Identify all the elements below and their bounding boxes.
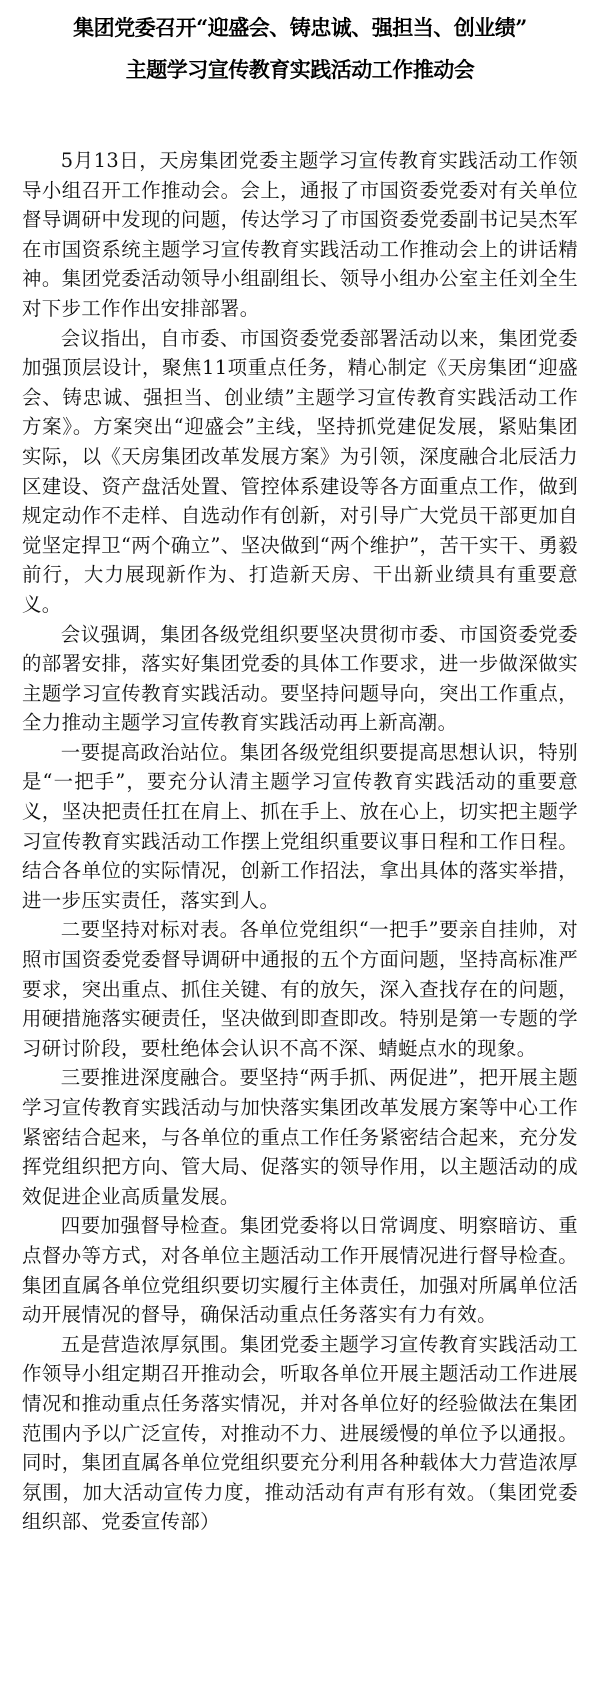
paragraph-supervision: 四要加强督导检查。集团党委将以日常调度、明察暗访、重点督办等方式，对各单位主题活动工作开展情况进行督导检查。集团直属各单位党组织要切实履行主体责任，加强对所属单位活动开展情况的督导，确保活动重点任务落实有力有效。: [22, 1214, 578, 1327]
paragraph-meeting-intro: 5月13日，天房集团党委主题学习宣传教育实践活动工作领导小组召开工作推动会。会上，通报了市国资委党委对有关单位督导调研中发现的问题，传达学习了市国资委党委副书记吴杰军在市国资系统主题学习宣传教育实践活动工作推动会上的讲话精神。集团党委活动领导小组副组长、领导小组办公室主任刘全生对下步工作作出安排部署。: [22, 149, 578, 320]
paragraph-atmosphere: 五是营造浓厚氛围。集团党委主题学习宣传教育实践活动工作领导小组定期召开推动会，听取各单位开展主题活动工作进展情况和推动重点任务落实情况，并对各单位好的经验做法在集团范围内予以广泛宣传，对推动不力、进展缓慢的单位予以通报。同时，集团直属各单位党组织要充分利用各种载体大力营造浓厚氛围，加大活动宣传力度，推动活动有声有形有效。（集团党委组织部、党委宣传部）: [22, 1332, 578, 1534]
paragraph-benchmarking: 二要坚持对标对表。各单位党组织“一把手”要亲自挂帅，对照市国资委党委督导调研中通报的五个方面问题，坚持高标准严要求，突出重点、抓住关键、有的放矢，深入查找存在的问题，用硬措施落实硬责任，坚决做到即查即改。特别是第一专题的学习研讨阶段，要杜绝体会认识不高不深、蜻蜓点水的现象。: [22, 918, 578, 1060]
paragraph-meeting-emphasis: 会议强调，集团各级党组织要坚决贯彻市委、市国资委党委的部署安排，落实好集团党委的具体工作要求，进一步做深做实主题学习宣传教育实践活动。要坚持问题导向，突出工作重点，全力推动主题学习宣传教育实践活动再上新高潮。: [22, 622, 578, 735]
paragraph-meeting-points: 会议指出，自市委、市国资委党委部署活动以来，集团党委加强顶层设计，聚焦11项重点任务，精心制定《天房集团“迎盛会、铸忠诚、强担当、创业绩”主题学习宣传教育实践活动工作方案》。方案突出“迎盛会”主线，坚持抓党建促发展，紧贴集团实际，以《天房集团改革发展方案》为引领，深度融合北辰活力区建设、资产盘活处置、管控体系建设等各方面重点工作，做到规定动作不走样、自选动作有创新，对引导广大党员干部更加自觉坚定捍卫“两个确立”、坚决做到“两个维护”，苦干实干、勇毅前行，大力展现新作为、打造新天房、干出新业绩具有重要意义。: [22, 326, 578, 616]
paragraph-deep-integration: 三要推进深度融合。要坚持“两手抓、两促进”，把开展主题学习宣传教育实践活动与加快落实集团改革发展方案等中心工作紧密结合起来，与各单位的重点工作任务紧密结合起来，充分发挥党组织把方向、管大局、促落实的领导作用，以主题活动的成效促进企业高质量发展。: [22, 1066, 578, 1208]
article-title-line-2: 主题学习宣传教育实践活动工作推动会: [125, 57, 475, 82]
paragraph-political-stance: 一要提高政治站位。集团各级党组织要提高思想认识，特别是“一把手”，要充分认清主题学习宣传教育实践活动的重要意义，坚决把责任扛在肩上、抓在手上、放在心上，切实把主题学习宣传教育实践活动工作摆上党组织重要议事日程和工作日程。结合各单位的实际情况，创新工作招法，拿出具体的落实举措，进一步压实责任，落实到人。: [22, 740, 578, 912]
article-title-line-1: 集团党委召开“迎盛会、铸忠诚、强担当、创业绩”: [73, 15, 527, 40]
article-title: [22, 8, 578, 90]
article-body: [22, 146, 578, 1537]
